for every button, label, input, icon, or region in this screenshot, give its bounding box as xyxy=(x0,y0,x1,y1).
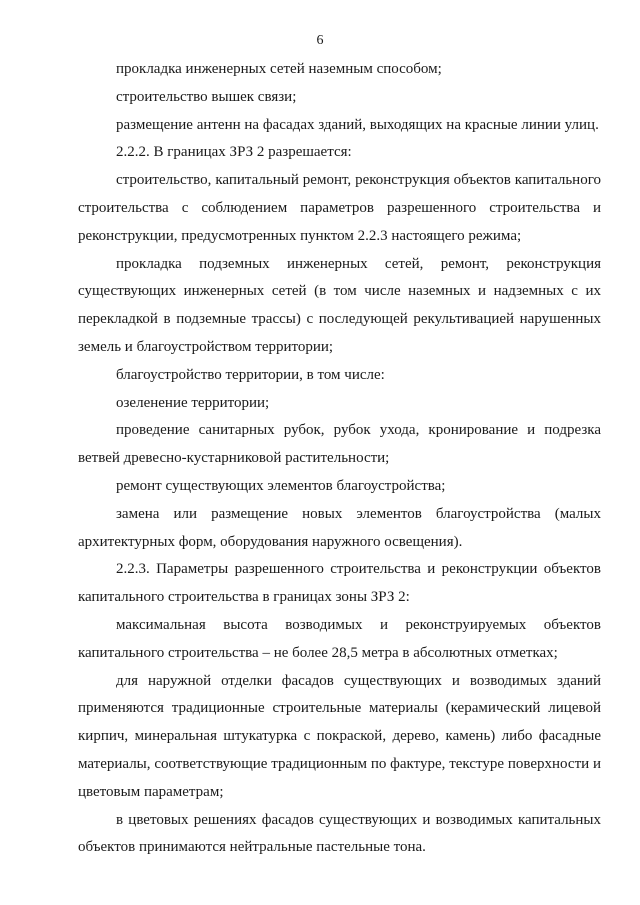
document-body xyxy=(78,56,601,862)
paragraph-landscaping: благоустройство территории, в том числе: xyxy=(116,366,385,383)
paragraph-antennas: размещение антенн на фасадах зданий, выходящих на красные линии улиц. xyxy=(116,116,599,133)
paragraph-construction-repair: строительство, капитальный ремонт, реконструкция объектов капитального строительства с соблюдением параметров разрешенного строительства и реконструкции, предусмотренных пунктом 2.2.3 настоящего режима; xyxy=(78,172,601,244)
paragraph-communication-towers: строительство вышек связи; xyxy=(116,88,297,105)
paragraph-replacement-elements: замена или размещение новых элементов благоустройства (малых архитектурных форм, оборудования наружного освещения). xyxy=(78,505,601,550)
page-number: 6 xyxy=(316,33,324,48)
paragraph-facade-materials: для наружной отделки фасадов существующих и возводимых зданий применяются традиционные строительные материалы (керамический лицевой кирпич, минеральная штукатурка с покраской, дерево, камень) либо фасадные материалы, соответствующие традиционным по фактуре, текстуре поверхности и цветовым параметрам; xyxy=(78,672,601,800)
paragraph-sanitary-felling: проведение санитарных рубок, рубок ухода, кронирование и подрезка ветвей древесно-кустарниковой растительности; xyxy=(78,422,601,467)
paragraph-max-height: максимальная высота возводимых и реконструируемых объектов капитального строительства – не более 28,5 метра в абсолютных отметках; xyxy=(78,616,601,661)
section-heading-2-2-2: 2.2.2. В границах ЗРЗ 2 разрешается: xyxy=(116,144,352,161)
section-heading-2-2-3: 2.2.3. Параметры разрешенного строительства и реконструкции объектов капитального строительства в границах зоны ЗРЗ 2: xyxy=(78,561,601,606)
paragraph-facade-colors: в цветовых решениях фасадов существующих и возводимых капитальных объектов принимаются нейтральные пастельные тона. xyxy=(78,811,601,856)
paragraph-surface-networks: прокладка инженерных сетей наземным способом; xyxy=(116,61,442,77)
paragraph-underground-networks: прокладка подземных инженерных сетей, ремонт, реконструкция существующих инженерных сетей (в том числе наземных и надземных с их перекладкой в подземные трассы) с последующей рекультивацией нарушенных земель и благоустройством территории; xyxy=(78,255,601,355)
paragraph-greening: озеленение территории; xyxy=(116,394,270,411)
paragraph-repair-elements: ремонт существующих элементов благоустройства; xyxy=(116,477,446,494)
